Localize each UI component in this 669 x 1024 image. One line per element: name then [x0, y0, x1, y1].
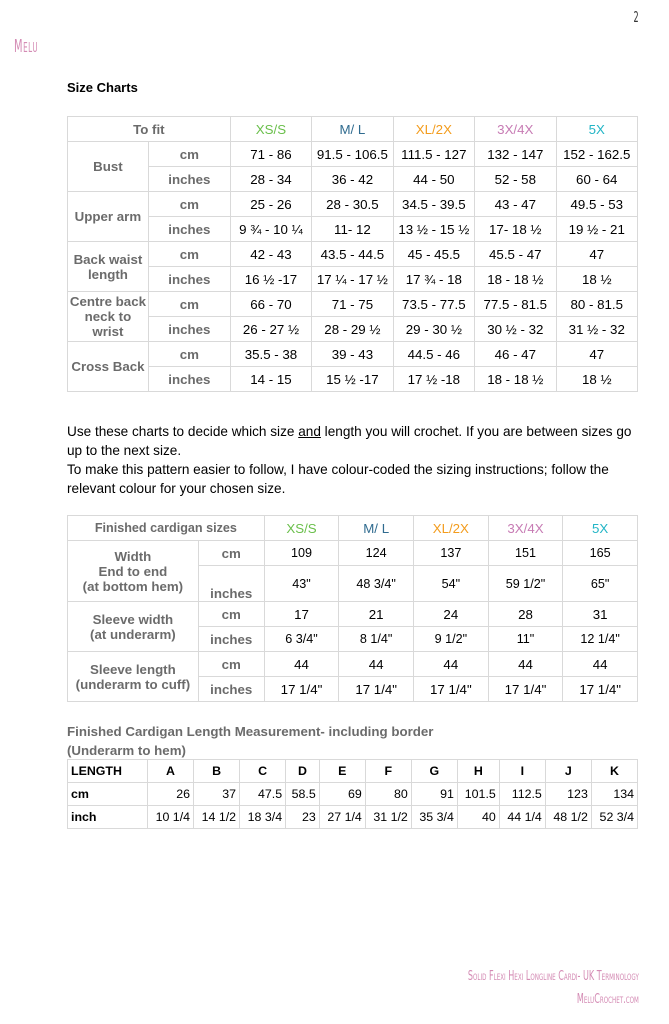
unit-label: cm: [198, 602, 264, 627]
table-row: [68, 806, 638, 829]
intro-paragraph-1: [67, 422, 642, 460]
table-cell: 71 - 75: [312, 292, 393, 317]
table-row: [68, 267, 638, 292]
length-letter: D: [286, 760, 320, 783]
table-row: [68, 783, 638, 806]
table-cell: 44: [264, 652, 339, 677]
unit-label: cm: [148, 242, 230, 267]
unit-label: cm: [198, 652, 264, 677]
table-row: [68, 242, 638, 267]
table-cell: 52 3/4: [591, 806, 637, 829]
table-cell: 134: [591, 783, 637, 806]
table-cell: 43 - 47: [475, 192, 556, 217]
table-cell: 8 1/4": [339, 627, 414, 652]
table-cell: 91: [411, 783, 457, 806]
table-cell: 44 - 50: [393, 167, 474, 192]
label-line: (at bottom hem): [82, 578, 184, 594]
unit-label: inches: [148, 217, 230, 242]
table-cell: 18 ½: [556, 367, 637, 392]
table-cell: 10 1/4: [148, 806, 194, 829]
table-cell: 17 1/4": [413, 677, 488, 702]
label-line: Sleeve length: [90, 661, 176, 677]
intro-paragraph-2: To make this pattern easier to follow, I have colour-coded the sizing instructions; follow the relevant colour for your chosen size.: [67, 462, 609, 496]
table-cell: 12 1/4": [563, 627, 638, 652]
table-cell: 18 - 18 ½: [475, 267, 556, 292]
table-cell: 17 ¾ - 18: [393, 267, 474, 292]
page-title: Size Charts: [67, 80, 138, 95]
unit-label: inches: [148, 267, 230, 292]
table-cell: 58.5: [286, 783, 320, 806]
measurement-label: Cross Back: [68, 342, 149, 392]
table-cell: 21: [339, 602, 414, 627]
table-cell: 91.5 - 106.5: [312, 142, 393, 167]
length-letter: F: [365, 760, 411, 783]
table-cell: 60 - 64: [556, 167, 637, 192]
table-cell: 101.5: [457, 783, 499, 806]
table-cell: 17 1/4": [563, 677, 638, 702]
table-row: [68, 217, 638, 242]
table-cell: 17 1/4": [264, 677, 339, 702]
table-row: [68, 167, 638, 192]
size-header: 5X: [556, 117, 637, 142]
header-label: To fit: [68, 117, 231, 142]
footer-pattern-name: Solid Flexi Hexi Longline Cardi- UK Terminology: [467, 969, 639, 984]
table-cell: 137: [413, 541, 488, 566]
table-cell: 47.5: [240, 783, 286, 806]
table-cell: 47: [556, 242, 637, 267]
table-cell: 26 - 27 ½: [230, 317, 311, 342]
length-title-line1: Finished Cardigan Length Measurement- including border: [67, 724, 434, 739]
length-letter: A: [148, 760, 194, 783]
table-cell: 25 - 26: [230, 192, 311, 217]
label-line: End to end: [98, 563, 168, 579]
table-cell: 49.5 - 53: [556, 192, 637, 217]
unit-label: inches: [148, 317, 230, 342]
table-cell: 31 1/2: [365, 806, 411, 829]
table-cell: 43": [264, 566, 339, 602]
size-header: XS/S: [264, 516, 339, 541]
table-cell: 40: [457, 806, 499, 829]
size-header: M/ L: [339, 516, 414, 541]
size-chart-table: [67, 116, 638, 392]
table-cell: 28 - 34: [230, 167, 311, 192]
table-cell: 44 1/4: [499, 806, 545, 829]
table-cell: 46 - 47: [475, 342, 556, 367]
table-row: [68, 192, 638, 217]
table-cell: 17 1/4": [339, 677, 414, 702]
table-cell: 44: [339, 652, 414, 677]
measurement-label: Upper arm: [68, 192, 149, 242]
length-measurement-table: [67, 759, 638, 829]
table-cell: 66 - 70: [230, 292, 311, 317]
length-title-line2: (Underarm to hem): [67, 743, 186, 758]
table-cell: 17 ½ -18: [393, 367, 474, 392]
unit-label: cm: [198, 541, 264, 566]
unit-label: cm: [148, 342, 230, 367]
unit-label: inches: [198, 677, 264, 702]
table-cell: 152 - 162.5: [556, 142, 637, 167]
table-cell: 71 - 86: [230, 142, 311, 167]
table-cell: 54": [413, 566, 488, 602]
label-line: Sleeve width: [92, 611, 174, 627]
intro-text-part: length you will crochet. If you are between sizes go up to the next size.: [67, 424, 632, 458]
table-cell: 11- 12: [312, 217, 393, 242]
table-cell: 43.5 - 44.5: [312, 242, 393, 267]
table-cell: 31: [563, 602, 638, 627]
table-cell: 24: [413, 602, 488, 627]
table-cell: 17 ¼ - 17 ½: [312, 267, 393, 292]
table-cell: 69: [319, 783, 365, 806]
measurement-label: [68, 541, 199, 602]
table-cell: 35.5 - 38: [230, 342, 311, 367]
table-cell: 132 - 147: [475, 142, 556, 167]
measurement-label: Bust: [68, 142, 149, 192]
length-letter: J: [545, 760, 591, 783]
table-cell: 18 - 18 ½: [475, 367, 556, 392]
table-cell: 28: [488, 602, 563, 627]
table-cell: 9 1/2": [413, 627, 488, 652]
row-label: cm: [68, 783, 148, 806]
table-cell: 52 - 58: [475, 167, 556, 192]
unit-label: inches: [198, 566, 264, 602]
finished-header-row: [68, 516, 638, 541]
table-row: [68, 317, 638, 342]
table-cell: 11": [488, 627, 563, 652]
table-cell: 28 - 30.5: [312, 192, 393, 217]
row-label: inch: [68, 806, 148, 829]
table-cell: 151: [488, 541, 563, 566]
length-letter: K: [591, 760, 637, 783]
size-header: M/ L: [312, 117, 393, 142]
table-cell: 109: [264, 541, 339, 566]
table-row: [68, 541, 638, 566]
table-cell: 35 3/4: [411, 806, 457, 829]
length-table-title: [67, 722, 433, 760]
table-row: [68, 142, 638, 167]
table-cell: 36 - 42: [312, 167, 393, 192]
header-label: Finished cardigan sizes: [68, 516, 265, 541]
size-header: XL/2X: [393, 117, 474, 142]
table-cell: 47: [556, 342, 637, 367]
table-cell: 73.5 - 77.5: [393, 292, 474, 317]
measurement-label: Centre back neck to wrist: [68, 292, 149, 342]
unit-label: inches: [148, 367, 230, 392]
label-line: (at underarm): [90, 626, 176, 642]
table-cell: 14 - 15: [230, 367, 311, 392]
size-header: XS/S: [230, 117, 311, 142]
table-cell: 77.5 - 81.5: [475, 292, 556, 317]
table-row: [68, 292, 638, 317]
table-cell: 17- 18 ½: [475, 217, 556, 242]
table-cell: 23: [286, 806, 320, 829]
table-cell: 15 ½ -17: [312, 367, 393, 392]
table-row: [68, 602, 638, 627]
page-number: 2: [633, 8, 639, 26]
table-row: [68, 367, 638, 392]
table-cell: 17: [264, 602, 339, 627]
table-cell: 45 - 45.5: [393, 242, 474, 267]
table-cell: 27 1/4: [319, 806, 365, 829]
unit-label: cm: [148, 292, 230, 317]
measurement-label: [68, 652, 199, 702]
unit-label: cm: [148, 192, 230, 217]
table-cell: 34.5 - 39.5: [393, 192, 474, 217]
table-cell: 65": [563, 566, 638, 602]
intro-text: [67, 422, 642, 498]
length-header-label: LENGTH: [68, 760, 148, 783]
table-cell: 9 ¾ - 10 ¼: [230, 217, 311, 242]
table-cell: 48 1/2: [545, 806, 591, 829]
table-cell: 14 1/2: [194, 806, 240, 829]
table-cell: 80: [365, 783, 411, 806]
intro-text-part: Use these charts to decide which size: [67, 424, 299, 439]
table-cell: 111.5 - 127: [393, 142, 474, 167]
size-header: XL/2X: [413, 516, 488, 541]
finished-sizes-table: [67, 515, 638, 702]
unit-label: cm: [148, 142, 230, 167]
length-letter: B: [194, 760, 240, 783]
table-cell: 39 - 43: [312, 342, 393, 367]
footer-website: MeluCrochet.com: [577, 992, 639, 1007]
unit-label: inches: [198, 627, 264, 652]
table-cell: 112.5: [499, 783, 545, 806]
size-header: 5X: [563, 516, 638, 541]
table-cell: 48 3/4": [339, 566, 414, 602]
label-line: (underarm to cuff): [75, 676, 191, 692]
table-cell: 19 ½ - 21: [556, 217, 637, 242]
table-cell: 124: [339, 541, 414, 566]
size-header: 3X/4X: [488, 516, 563, 541]
table-row: [68, 652, 638, 677]
length-letter: C: [240, 760, 286, 783]
table-cell: 45.5 - 47: [475, 242, 556, 267]
unit-label: inches: [148, 167, 230, 192]
table-cell: 30 ½ - 32: [475, 317, 556, 342]
footer: [363, 965, 639, 1011]
length-letter: G: [411, 760, 457, 783]
table-cell: 80 - 81.5: [556, 292, 637, 317]
brand-logo: Melu: [14, 36, 39, 57]
table-cell: 44: [413, 652, 488, 677]
length-letter: H: [457, 760, 499, 783]
table-cell: 44: [488, 652, 563, 677]
table-cell: 42 - 43: [230, 242, 311, 267]
label-line: Width: [114, 548, 152, 564]
table-cell: 6 3/4": [264, 627, 339, 652]
table-cell: 59 1/2": [488, 566, 563, 602]
table-cell: 18 3/4: [240, 806, 286, 829]
length-header-row: [68, 760, 638, 783]
table-cell: 18 ½: [556, 267, 637, 292]
table-cell: 13 ½ - 15 ½: [393, 217, 474, 242]
table-cell: 28 - 29 ½: [312, 317, 393, 342]
measurement-label: Back waist length: [68, 242, 149, 292]
table-cell: 29 - 30 ½: [393, 317, 474, 342]
table-cell: 16 ½ -17: [230, 267, 311, 292]
table-cell: 26: [148, 783, 194, 806]
table-cell: 44.5 - 46: [393, 342, 474, 367]
intro-underlined-word: and: [298, 424, 321, 439]
length-letter: E: [319, 760, 365, 783]
size-header: 3X/4X: [475, 117, 556, 142]
length-letter: I: [499, 760, 545, 783]
table-cell: 17 1/4": [488, 677, 563, 702]
table-cell: 44: [563, 652, 638, 677]
table-cell: 31 ½ - 32: [556, 317, 637, 342]
table-cell: 165: [563, 541, 638, 566]
table-row: [68, 342, 638, 367]
measurement-label: [68, 602, 199, 652]
table-cell: 37: [194, 783, 240, 806]
table-cell: 123: [545, 783, 591, 806]
size-chart-header-row: [68, 117, 638, 142]
